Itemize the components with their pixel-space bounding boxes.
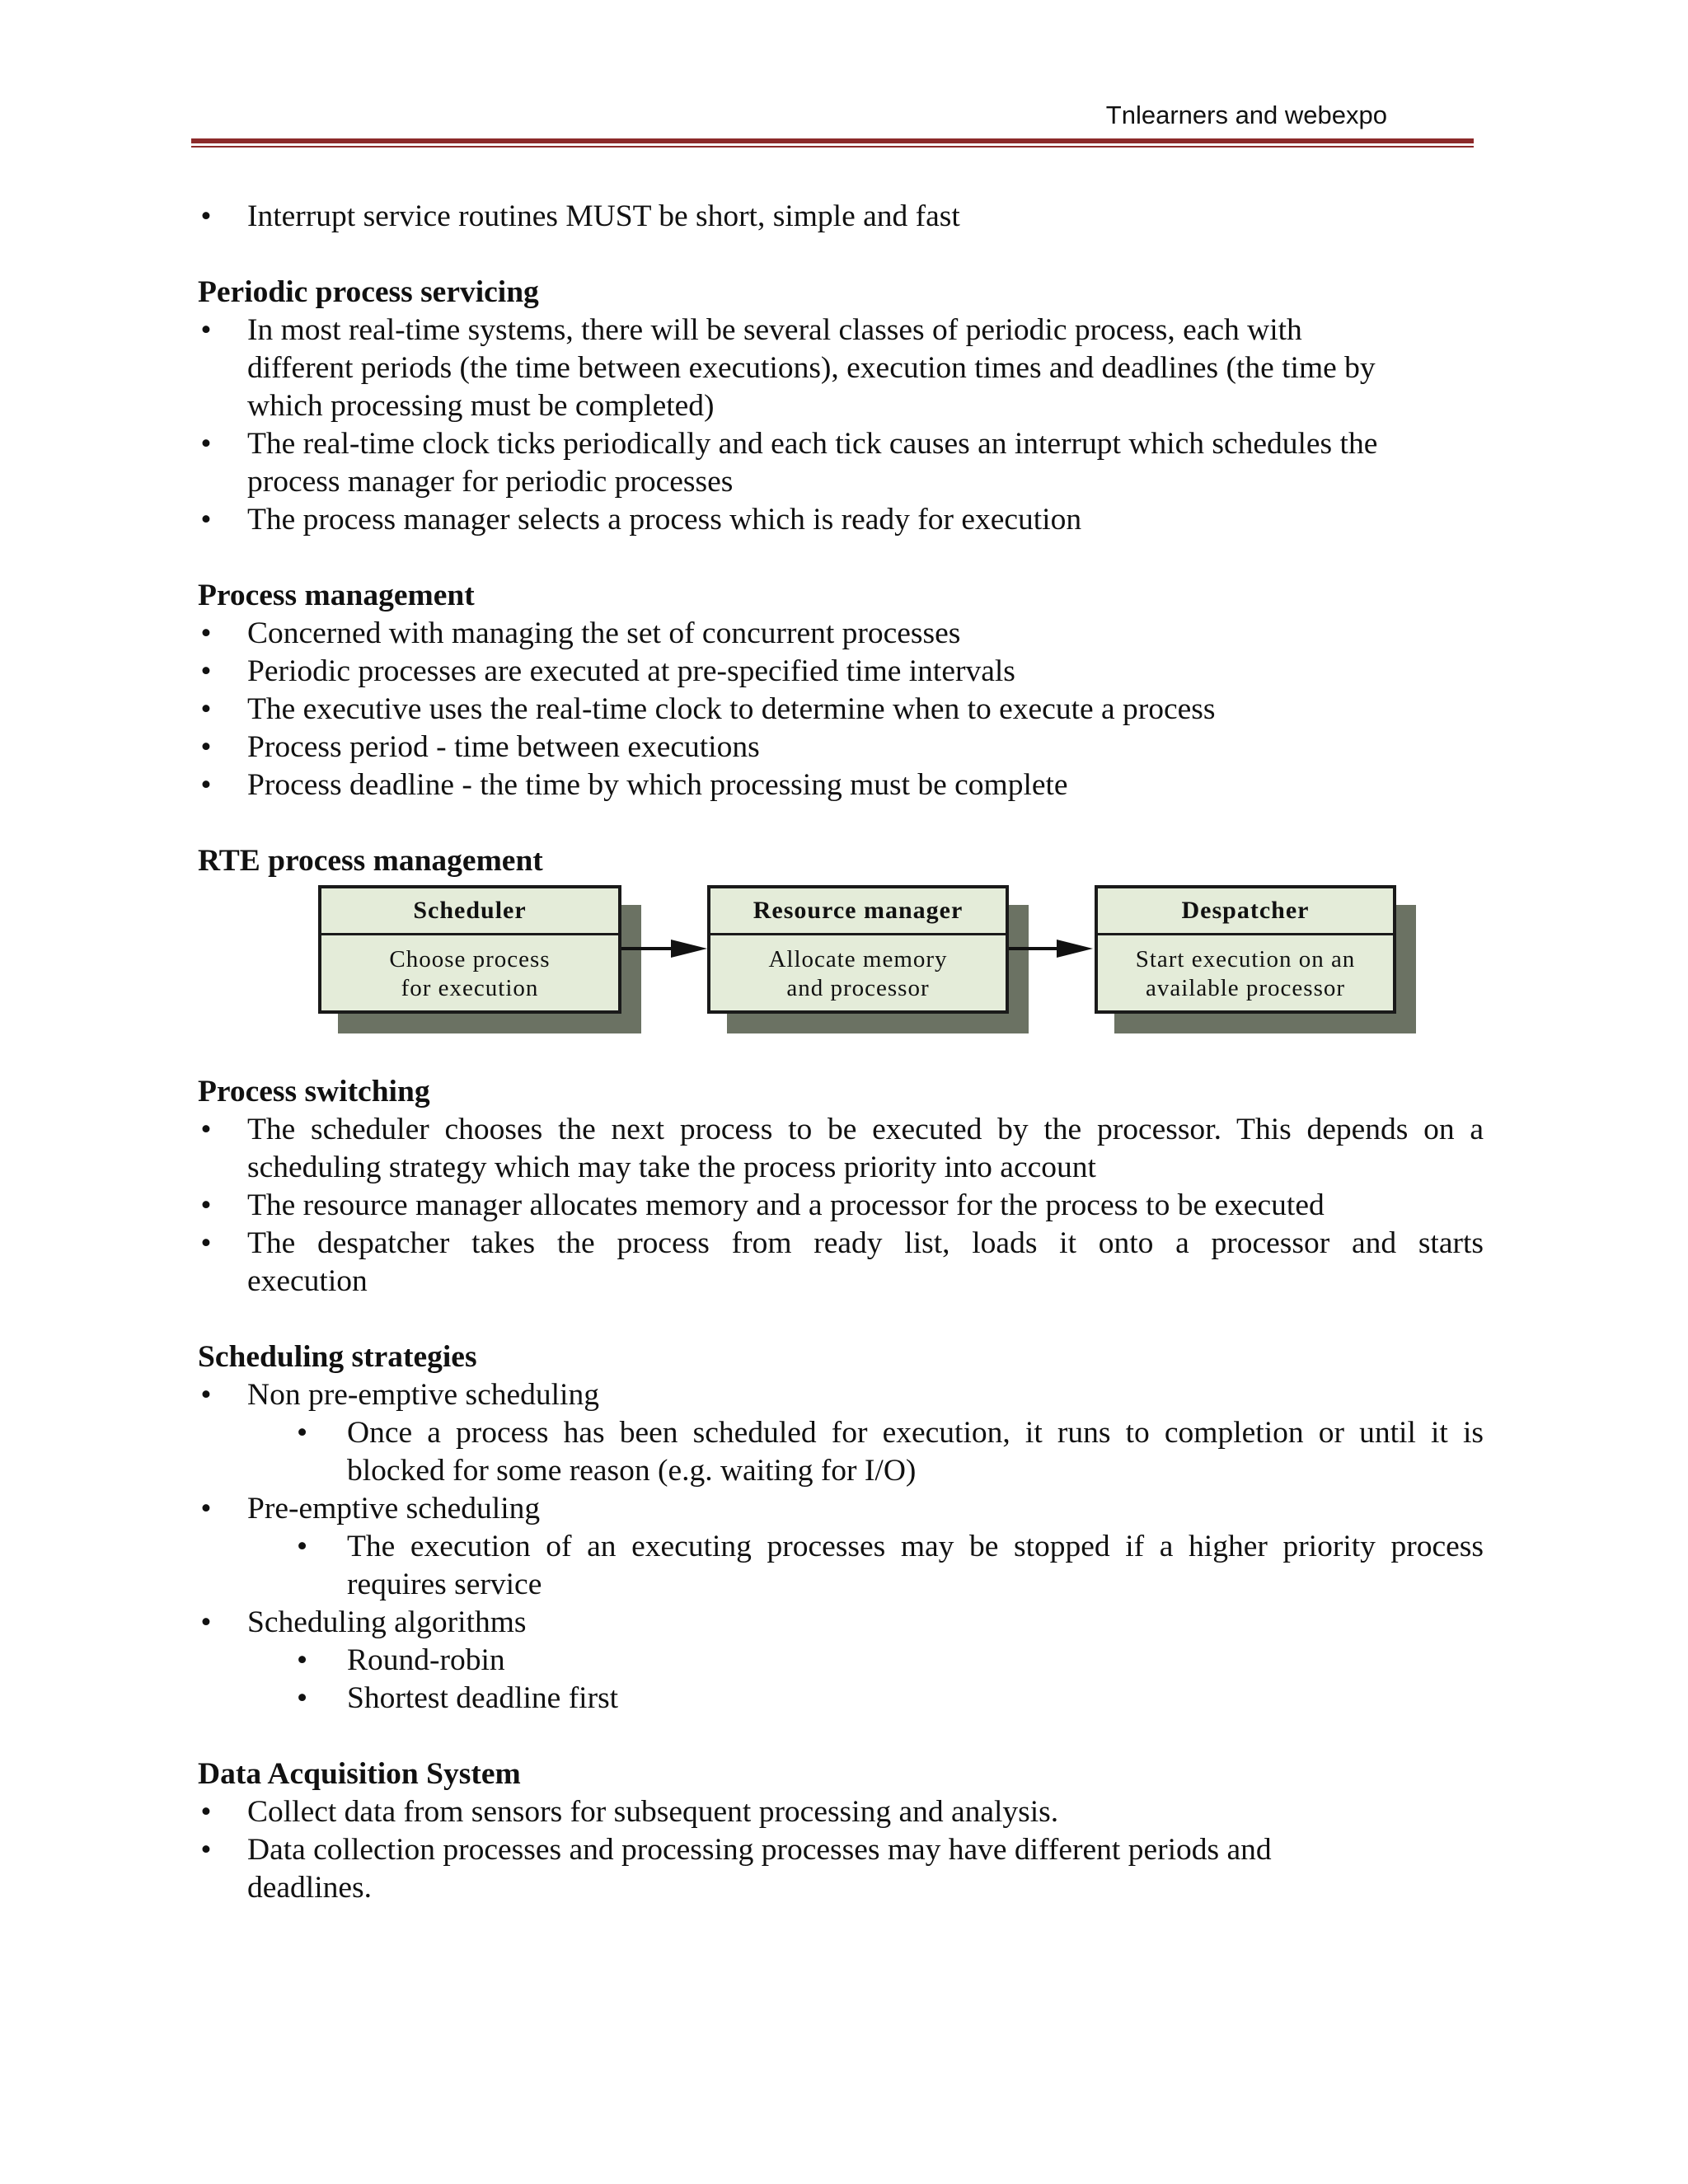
- list-item: • Process period - time between executions: [198, 729, 1484, 766]
- box-body: Allocate memory and processor: [768, 946, 948, 1001]
- section-heading-strategies: Scheduling strategies: [198, 1340, 477, 1374]
- list-item-continuation: which processing must be completed): [247, 389, 715, 423]
- bullet-icon: •: [200, 1833, 212, 1867]
- list-item-continuation: scheduling strategy which may take the process priority into account: [247, 1151, 1096, 1184]
- list-item: • Periodic processes are executed at pre-specified time intervals: [198, 653, 1484, 691]
- bullet-icon: •: [200, 1795, 212, 1829]
- section-heading-periodic: Periodic process servicing: [198, 275, 539, 309]
- sub-list-item-continuation: blocked for some reason (e.g. waiting for I/O): [347, 1454, 917, 1488]
- bullet-icon: •: [200, 768, 212, 802]
- bullet-icon: •: [200, 427, 212, 461]
- box-title: Scheduler: [321, 888, 618, 935]
- bullet-icon: •: [200, 199, 212, 233]
- sub-list-item-continuation: requires service: [347, 1568, 542, 1601]
- header-text: Tnlearners and webexpo: [1105, 101, 1387, 129]
- bullet-icon: •: [200, 313, 212, 347]
- bullet-icon: •: [200, 1492, 212, 1526]
- header-rule: [191, 138, 1474, 143]
- bullet-icon: •: [200, 692, 212, 726]
- bullet-icon: •: [200, 730, 212, 764]
- sub-list-item: • Shortest deadline first: [198, 1680, 1484, 1718]
- despatcher-box: [1095, 885, 1396, 1014]
- bullet-icon: •: [200, 616, 212, 650]
- box-body: Start execution on an available processor: [1135, 946, 1356, 1001]
- scheduler-box: [318, 885, 621, 1014]
- bullet-icon: •: [200, 654, 212, 688]
- box-title: Despatcher: [1098, 888, 1393, 935]
- list-item: • Collect data from sensors for subsequent processing and analysis.: [198, 1793, 1484, 1831]
- section-heading-switching: Process switching: [198, 1075, 430, 1108]
- list-item: • The resource manager allocates memory and a processor for the process to be executed: [198, 1187, 1484, 1225]
- sub-list-item: • Once a process has been scheduled for execution, it runs to completion or until it is: [198, 1414, 1484, 1452]
- document-body: [198, 198, 1484, 1907]
- box-title: Resource manager: [710, 888, 1006, 935]
- box-body: Choose process for execution: [389, 946, 551, 1001]
- arrow-head-icon: [1057, 940, 1093, 958]
- list-item: • The scheduler chooses the next process to be executed by the processor. This depends on a: [198, 1111, 1484, 1149]
- list-item: • Process deadline - the time by which processing must be complete: [198, 766, 1484, 804]
- section-heading-management: Process management: [198, 579, 475, 612]
- header-rule-thin: [191, 146, 1474, 148]
- list-item: • Concerned with managing the set of concurrent processes: [198, 615, 1484, 653]
- sub-bullet-icon: •: [297, 1643, 308, 1677]
- section-heading-daq: Data Acquisition System: [198, 1757, 521, 1791]
- bullet-icon: •: [200, 1378, 212, 1412]
- list-item: • Interrupt service routines MUST be short, simple and fast: [198, 198, 1484, 236]
- list-item: • Pre-emptive scheduling: [198, 1490, 1484, 1528]
- sub-bullet-icon: •: [297, 1416, 308, 1450]
- list-item: • Scheduling algorithms: [198, 1604, 1484, 1642]
- resource-manager-box: [707, 885, 1009, 1014]
- page-header: [191, 97, 1474, 148]
- rte-diagram: [198, 883, 1484, 1073]
- section-heading-rte: RTE process management: [198, 844, 543, 878]
- list-item: • The process manager selects a process which is ready for execution: [198, 501, 1484, 539]
- sub-list-item: • The execution of an executing processes may be stopped if a higher priority process: [198, 1528, 1484, 1566]
- arrow-head-icon: [671, 940, 707, 958]
- sub-bullet-icon: •: [297, 1530, 308, 1563]
- list-item: • The despatcher takes the process from ready list, loads it onto a processor and starts: [198, 1225, 1484, 1263]
- list-item: • Data collection processes and processing processes may have different periods and: [198, 1831, 1484, 1869]
- list-item-continuation: different periods (the time between executions), execution times and deadlines (the time by: [247, 351, 1376, 385]
- list-item-continuation: execution: [247, 1264, 368, 1298]
- list-item: • The real-time clock ticks periodically and each tick causes an interrupt which schedules the: [198, 425, 1484, 463]
- bullet-icon: •: [200, 503, 212, 537]
- list-item: • The executive uses the real-time clock to determine when to execute a process: [198, 691, 1484, 729]
- list-item: • Non pre-emptive scheduling: [198, 1376, 1484, 1414]
- list-item-continuation: deadlines.: [247, 1871, 372, 1905]
- sub-list-item: • Round-robin: [198, 1642, 1484, 1680]
- list-item-continuation: process manager for periodic processes: [247, 465, 734, 499]
- bullet-icon: •: [200, 1188, 212, 1222]
- sub-bullet-icon: •: [297, 1681, 308, 1715]
- bullet-icon: •: [200, 1113, 212, 1146]
- bullet-icon: •: [200, 1605, 212, 1639]
- list-item: • In most real-time systems, there will be several classes of periodic process, each with: [198, 312, 1484, 349]
- bullet-icon: •: [200, 1226, 212, 1260]
